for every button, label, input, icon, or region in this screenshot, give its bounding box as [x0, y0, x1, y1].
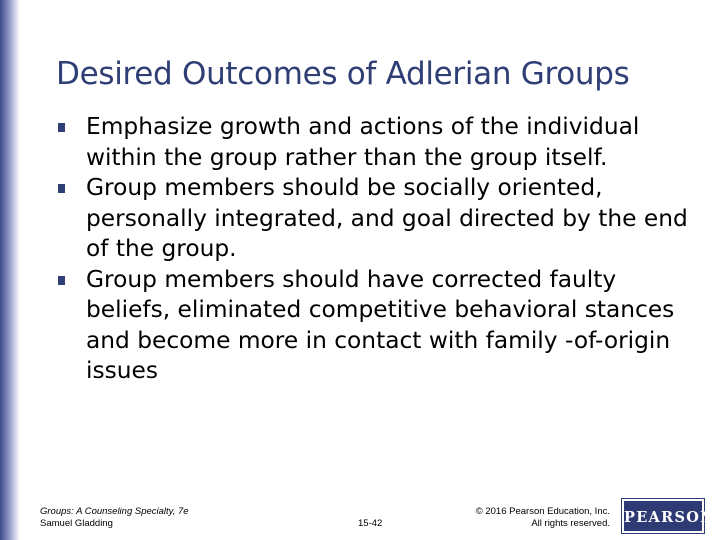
copyright-line-1: © 2016 Pearson Education, Inc. [475, 506, 610, 517]
left-gradient-band [0, 0, 20, 540]
bullet-text: Group members should have corrected faulty beliefs, eliminated competitive behavioral stances and become more in contact with family -of-origin issues [86, 265, 675, 384]
bullet-list [56, 112, 696, 387]
square-bullet-icon [58, 123, 65, 132]
bullet-item [56, 173, 696, 265]
copyright-notice [476, 506, 610, 530]
footer-author: Samuel Gladding [40, 518, 113, 529]
bullet-item [56, 112, 696, 173]
bullet-item [56, 265, 696, 387]
square-bullet-icon [58, 184, 65, 193]
slide-number: 15-42 [358, 518, 383, 529]
copyright-line-2: All rights reserved. [531, 518, 610, 529]
bullet-text: Group members should be socially oriented, personally integrated, and goal directed by the end of the group. [86, 174, 688, 262]
square-bullet-icon [58, 276, 65, 285]
pearson-logo: PEARSON [622, 499, 704, 533]
footer-book-title: Groups: A Counseling Specialty, 7e [40, 506, 189, 517]
footer-book-info [40, 506, 189, 530]
slide-title: Desired Outcomes of Adlerian Groups [56, 56, 630, 92]
bullet-text: Emphasize growth and actions of the individual within the group rather than the group itself. [86, 113, 640, 171]
